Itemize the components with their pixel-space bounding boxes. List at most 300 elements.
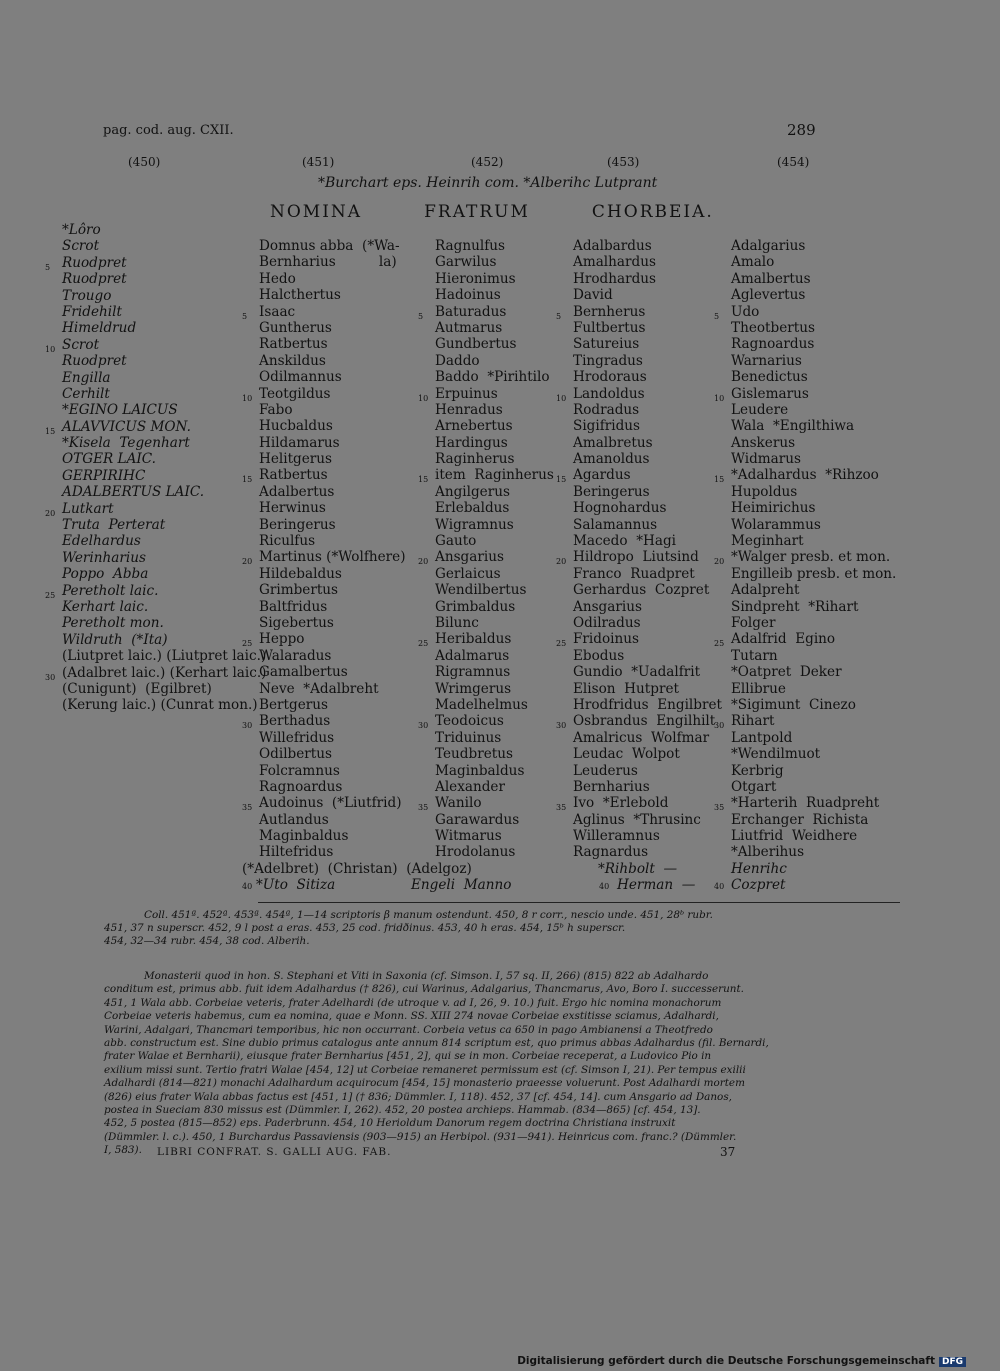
line-number: 20 bbox=[242, 557, 253, 567]
name-entry: Garawardus bbox=[435, 811, 520, 828]
list-item bbox=[731, 336, 896, 352]
name-entry: Henradus bbox=[435, 401, 503, 418]
list-item bbox=[259, 369, 406, 385]
name-entry: *Walger presb. et mon. bbox=[731, 549, 891, 566]
name-entry: Hrodhardus bbox=[573, 270, 657, 287]
name-entry: Truta Perterat bbox=[62, 517, 166, 534]
name-entry: Odilradus bbox=[573, 614, 641, 631]
list-item bbox=[731, 484, 896, 500]
list-item bbox=[242, 713, 406, 731]
name-entry: Rigramnus bbox=[435, 664, 511, 681]
name-entry: Warnarius bbox=[731, 352, 802, 369]
list-item bbox=[435, 254, 554, 270]
name-entry: Fridoinus bbox=[573, 631, 639, 648]
name-entry: Lutkart bbox=[62, 500, 114, 517]
name-entry: Aglevertus bbox=[731, 287, 806, 304]
name-entry: Odilbertus bbox=[259, 746, 332, 763]
line-number: 15 bbox=[45, 426, 56, 436]
list-item bbox=[259, 681, 406, 697]
line-number: 5 bbox=[714, 311, 720, 321]
name-entry: Audoinus (*Liutfrid) bbox=[259, 795, 402, 812]
note-line: Coll. 451ª. 452ª. 453ª. 454ª, 1—14 scriptoris β manum ostendunt. 450, 8 r corr., nescio unde. 451, 28ᵇ rubr. bbox=[144, 909, 713, 921]
column-number-450: (450) bbox=[128, 155, 161, 169]
footer-right: 37 bbox=[720, 1145, 736, 1159]
commentary-line: 452, 5 postea (815—852) eps. Paderbrunn. 454, 10 Herioldum Danorum regem doctrina Christiana instruxit bbox=[104, 1117, 676, 1130]
list-item bbox=[731, 238, 896, 254]
line-number: 35 bbox=[714, 803, 725, 813]
list-item bbox=[435, 435, 554, 451]
line-number: 5 bbox=[418, 311, 424, 321]
list-item bbox=[435, 664, 554, 680]
line-number: 35 bbox=[418, 803, 429, 813]
name-entry: Baddo *Pirihtilo bbox=[435, 369, 550, 386]
name-entry: item Raginherus bbox=[435, 467, 554, 484]
list-item bbox=[731, 615, 896, 631]
list-item bbox=[435, 566, 554, 582]
line-number: 30 bbox=[714, 721, 725, 731]
line-number-40-b: 40 bbox=[599, 882, 610, 891]
commentary-line: frater Walae et Bernharii), eiusque frater Bernharius [451, 2], qui se in mon. Corbeiae receperat, a Ludovico Pio in bbox=[104, 1050, 712, 1063]
name-entry: Poppo Abba bbox=[62, 566, 149, 583]
name-entry: Werinharius bbox=[62, 549, 146, 566]
name-entry: Macedo *Hagi bbox=[573, 533, 677, 550]
name-entry: Adalbardus bbox=[573, 238, 652, 254]
list-item bbox=[731, 402, 896, 418]
name-entry: Engilleib presb. et mon. bbox=[731, 565, 897, 582]
list-item bbox=[259, 697, 406, 713]
list-item bbox=[573, 746, 722, 762]
list-item bbox=[714, 713, 896, 731]
name-entry: Elison Hutpret bbox=[573, 680, 679, 697]
list-item bbox=[259, 451, 406, 467]
names-column-452 bbox=[418, 238, 554, 861]
name-entry: ADALBERTUS LAIC. bbox=[62, 484, 205, 501]
bottom-line-40-a: *Uto Sitiza bbox=[256, 877, 336, 893]
name-entry: Hrodoraus bbox=[573, 369, 647, 386]
name-entry: Wendilbertus bbox=[435, 582, 527, 599]
name-entry: Beringerus bbox=[573, 483, 650, 500]
name-entry: Benedictus bbox=[731, 369, 808, 386]
name-entry: *Sigimunt Cinezo bbox=[731, 696, 856, 713]
list-item bbox=[731, 648, 896, 664]
list-item bbox=[731, 353, 896, 369]
name-entry: Autmarus bbox=[435, 319, 503, 336]
line-number: 5 bbox=[242, 311, 248, 321]
bottom-line-39-far: Henrihc bbox=[731, 861, 787, 877]
name-entry: Erchanger Richista bbox=[731, 811, 869, 828]
name-entry: Tingradus bbox=[573, 352, 643, 369]
name-entry: Erpuinus bbox=[435, 385, 498, 402]
name-entry: Gauto bbox=[435, 533, 477, 550]
list-item bbox=[573, 566, 722, 582]
list-item bbox=[259, 336, 406, 352]
line-number: 30 bbox=[418, 721, 429, 731]
list-item bbox=[45, 336, 266, 354]
list-item bbox=[714, 385, 896, 403]
list-item bbox=[242, 303, 406, 321]
name-entry: Guntherus bbox=[259, 319, 332, 336]
list-item bbox=[573, 238, 722, 254]
name-entry: (Cunigunt) (Egilbret) bbox=[62, 680, 212, 697]
note-line: 454, 32—34 rubr. 454, 38 cod. Alberih. bbox=[104, 935, 310, 948]
line-number: 25 bbox=[418, 639, 429, 649]
name-entry: Osbrandus Engilhilt bbox=[573, 713, 716, 730]
name-entry: Hupoldus bbox=[731, 483, 798, 500]
line-number: 25 bbox=[556, 639, 567, 649]
name-entry: Anskildus bbox=[259, 352, 326, 369]
name-entry: Cerhilt bbox=[62, 385, 110, 402]
name-entry: Sindpreht *Rihart bbox=[731, 598, 859, 615]
names-column-453 bbox=[556, 238, 725, 861]
list-item bbox=[556, 713, 722, 731]
name-entry: (Kerung laic.) (Cunrat mon.) bbox=[62, 697, 258, 714]
name-entry: Odilmannus bbox=[259, 369, 342, 386]
list-item bbox=[62, 632, 266, 648]
name-entry: Ragnoardus bbox=[731, 336, 815, 353]
commentary-line: (826) eius frater Wala abbas factus est [451, 1] († 836; Dümmler. I, 118). 452, 37 [cf. 454, 14]. cum Ansgario ad Danos, bbox=[104, 1090, 732, 1103]
name-entry: (Liutpret laic.) (Liutpret laic.) bbox=[62, 648, 267, 665]
list-item bbox=[259, 238, 406, 254]
list-item bbox=[731, 730, 896, 746]
line-number: 10 bbox=[418, 393, 429, 403]
name-entry: Neve *Adalbreht bbox=[259, 680, 379, 697]
name-entry: *Alberihus bbox=[731, 844, 805, 861]
list-item bbox=[62, 615, 266, 631]
commentary-line: conditum est, primus abb. fuit idem Adalhardus († 826), cui Warinus, Adalgarius, Thancmarus, Avo, Boro I. successerunt. bbox=[104, 983, 744, 996]
names-column-451 bbox=[242, 238, 406, 861]
list-item bbox=[573, 435, 722, 451]
list-item bbox=[435, 582, 554, 598]
name-entry: Amalhardus bbox=[573, 254, 656, 271]
name-entry: Baltfridus bbox=[259, 598, 328, 615]
list-item bbox=[435, 320, 554, 336]
name-entry: David bbox=[573, 287, 613, 304]
dfg-logo: DFG bbox=[939, 1357, 966, 1367]
list-item bbox=[418, 795, 554, 813]
name-entry: *Kisela Tegenhart bbox=[62, 435, 190, 452]
list-item bbox=[573, 369, 722, 385]
list-item bbox=[418, 467, 554, 485]
list-item bbox=[573, 353, 722, 369]
top-names: *Burchart eps. Heinrih com. *Alberihc Lutprant bbox=[318, 175, 658, 191]
list-item bbox=[259, 271, 406, 287]
list-item bbox=[62, 681, 266, 697]
list-item bbox=[62, 435, 266, 451]
name-entry: Anskerus bbox=[731, 434, 796, 451]
list-item bbox=[573, 697, 722, 713]
name-entry: Martinus (*Wolfhere) bbox=[259, 549, 406, 566]
list-item bbox=[62, 517, 266, 533]
name-entry: Heimirichus bbox=[731, 500, 816, 517]
name-entry: *EGINO LAICUS bbox=[62, 402, 178, 419]
list-item bbox=[62, 648, 266, 664]
name-entry: Bernherus bbox=[573, 303, 646, 320]
line-number: 20 bbox=[418, 557, 429, 567]
commentary-line: Adalhardi (814—821) monachi Adalhardum acquirocum [454, 15] monasterio praeesse voluerunt. Post Adalhardi mortem bbox=[104, 1077, 745, 1090]
list-item bbox=[62, 451, 266, 467]
name-entry: Hildropo Liutsind bbox=[573, 549, 699, 566]
name-entry: Fabo bbox=[259, 401, 293, 418]
name-entry: Willeramnus bbox=[573, 828, 660, 845]
list-item bbox=[259, 664, 406, 680]
list-item bbox=[435, 484, 554, 500]
title-word-nomina: NOMINA bbox=[270, 202, 363, 222]
list-item bbox=[259, 320, 406, 336]
list-item bbox=[573, 517, 722, 533]
name-entry: Edelhardus bbox=[62, 533, 141, 550]
name-entry: Ansgarius bbox=[573, 598, 642, 615]
line-number: 35 bbox=[556, 803, 567, 813]
list-item bbox=[435, 599, 554, 615]
name-entry: Gerhardus Cozpret bbox=[573, 582, 710, 599]
name-entry: Widmarus bbox=[731, 451, 802, 468]
name-entry: *Oatpret Deker bbox=[731, 664, 842, 681]
list-item bbox=[435, 353, 554, 369]
list-item bbox=[573, 664, 722, 680]
list-item bbox=[435, 336, 554, 352]
name-entry: Fridehilt bbox=[62, 303, 122, 320]
name-entry: Berthadus bbox=[259, 713, 331, 730]
list-item bbox=[573, 648, 722, 664]
list-item bbox=[418, 631, 554, 649]
name-entry: Heppo bbox=[259, 631, 305, 648]
line-number: 10 bbox=[45, 344, 56, 354]
name-entry: Meginhart bbox=[731, 533, 804, 550]
name-entry: Liutfrid Weidhere bbox=[731, 828, 858, 845]
name-entry: Riculfus bbox=[259, 533, 316, 550]
name-entry: Leudac Wolpot bbox=[573, 746, 680, 763]
list-item bbox=[62, 484, 266, 500]
list-item bbox=[435, 402, 554, 418]
name-entry: Folcramnus bbox=[259, 762, 340, 779]
name-entry: Ratbertus bbox=[259, 336, 328, 353]
line-number: 10 bbox=[242, 393, 253, 403]
line-number: 25 bbox=[45, 590, 56, 600]
title-word-chorbeia: CHORBEIA. bbox=[591, 202, 714, 222]
name-entry: Hedo bbox=[259, 270, 296, 287]
list-item bbox=[418, 713, 554, 731]
list-item bbox=[435, 271, 554, 287]
name-entry: Heribaldus bbox=[435, 631, 512, 648]
name-entry: Amanoldus bbox=[573, 451, 650, 468]
name-entry: Hieronimus bbox=[435, 270, 516, 287]
title-word-fratrum: FRATRUM bbox=[424, 202, 530, 222]
name-entry: Angilgerus bbox=[435, 483, 510, 500]
name-entry: Isaac bbox=[259, 303, 296, 320]
list-item bbox=[62, 353, 266, 369]
list-item bbox=[259, 402, 406, 418]
name-entry: Teotgildus bbox=[259, 385, 331, 402]
line-number: 20 bbox=[556, 557, 567, 567]
name-entry: Adalgarius bbox=[731, 238, 806, 254]
list-item bbox=[573, 828, 722, 844]
name-entry: Engilla bbox=[62, 369, 111, 386]
list-item bbox=[556, 631, 722, 649]
name-entry: Aglinus *Thrusinc bbox=[573, 811, 701, 828]
list-item bbox=[731, 582, 896, 598]
list-item bbox=[62, 697, 266, 713]
list-item bbox=[573, 730, 722, 746]
name-entry: Hadoinus bbox=[435, 287, 501, 304]
line-number: 20 bbox=[45, 508, 56, 518]
line-number-40-c: 40 bbox=[714, 882, 725, 891]
list-item bbox=[242, 631, 406, 649]
list-item bbox=[259, 566, 406, 582]
main-title bbox=[270, 202, 714, 222]
name-entry: Beringerus bbox=[259, 516, 336, 533]
list-item bbox=[573, 681, 722, 697]
list-item bbox=[573, 271, 722, 287]
list-item bbox=[62, 271, 266, 287]
list-item bbox=[573, 582, 722, 598]
list-item bbox=[435, 287, 554, 303]
list-item bbox=[259, 599, 406, 615]
list-item bbox=[731, 664, 896, 680]
note-line: 451, 37 n superscr. 452, 9 l post a eras. 453, 25 cod. fridðinus. 453, 40 h eras. 454, 15ᵇ h superscr. bbox=[104, 922, 626, 935]
list-item bbox=[62, 566, 266, 582]
name-entry: Himeldrud bbox=[62, 320, 137, 337]
name-entry: Ratbertus bbox=[259, 467, 328, 484]
list-item bbox=[259, 533, 406, 549]
list-item bbox=[573, 484, 722, 500]
list-item bbox=[573, 615, 722, 631]
name-entry: Ebodus bbox=[573, 647, 625, 664]
list-item bbox=[62, 222, 266, 238]
page-number: 289 bbox=[787, 121, 816, 139]
name-entry: (Adalbret laic.) (Kerhart laic.) bbox=[62, 664, 267, 681]
line-number: 15 bbox=[556, 475, 567, 485]
name-entry: Wrimgerus bbox=[435, 680, 512, 697]
name-entry: Daddo bbox=[435, 352, 480, 369]
name-entry: Wolarammus bbox=[731, 516, 821, 533]
list-item bbox=[573, 812, 722, 828]
list-item bbox=[62, 468, 266, 484]
name-entry: Wildruth (*Ita) bbox=[62, 631, 168, 648]
list-item bbox=[259, 435, 406, 451]
list-item bbox=[573, 418, 722, 434]
list-item bbox=[62, 370, 266, 386]
list-item bbox=[573, 336, 722, 352]
list-item bbox=[573, 254, 722, 270]
name-entry: Hognohardus bbox=[573, 500, 667, 517]
list-item bbox=[62, 533, 266, 549]
header-left: pag. cod. aug. CXII. bbox=[103, 123, 234, 138]
line-number: 25 bbox=[242, 639, 253, 649]
list-item bbox=[731, 566, 896, 582]
list-item bbox=[259, 812, 406, 828]
list-item bbox=[435, 844, 554, 860]
list-item bbox=[714, 467, 896, 485]
name-entry: Amalbretus bbox=[573, 434, 653, 451]
list-item bbox=[573, 779, 722, 795]
list-item bbox=[573, 402, 722, 418]
list-item bbox=[62, 599, 266, 615]
list-item bbox=[62, 550, 266, 566]
list-item bbox=[62, 320, 266, 336]
name-entry: Ruodpret bbox=[62, 254, 127, 271]
name-entry: Bilunc bbox=[435, 614, 479, 631]
list-item bbox=[435, 746, 554, 762]
line-number: 15 bbox=[418, 475, 429, 485]
list-item bbox=[259, 517, 406, 533]
list-item bbox=[435, 418, 554, 434]
name-entry: Theotbertus bbox=[731, 319, 815, 336]
critical-notes bbox=[104, 909, 894, 949]
list-item bbox=[731, 697, 896, 713]
list-item bbox=[435, 369, 554, 385]
line-number: 5 bbox=[556, 311, 562, 321]
list-item bbox=[731, 828, 896, 844]
name-entry: Salamannus bbox=[573, 516, 658, 533]
list-item bbox=[573, 844, 722, 860]
names-column-454 bbox=[714, 238, 897, 861]
bottom-line-39-left: (*Adelbret) (Christan) (Adelgoz) bbox=[242, 861, 472, 877]
name-entry: OTGER LAIC. bbox=[62, 451, 157, 468]
list-item bbox=[45, 500, 266, 518]
name-entry: Gislemarus bbox=[731, 385, 809, 402]
name-entry: Erlebaldus bbox=[435, 500, 510, 517]
list-item bbox=[259, 730, 406, 746]
list-item bbox=[731, 369, 896, 385]
footer-left: LIBRI CONFRAT. S. GALLI AUG. FAB. bbox=[157, 1146, 392, 1158]
list-item bbox=[435, 451, 554, 467]
list-item bbox=[45, 418, 266, 436]
list-item bbox=[259, 648, 406, 664]
name-entry: Herwinus bbox=[259, 500, 326, 517]
name-entry: Halcthertus bbox=[259, 287, 341, 304]
list-item bbox=[714, 795, 896, 813]
name-entry: Triduinus bbox=[435, 729, 502, 746]
line-number: 15 bbox=[714, 475, 725, 485]
list-item bbox=[435, 697, 554, 713]
name-entry: *Lôro bbox=[62, 222, 101, 238]
name-entry: Tutarn bbox=[731, 647, 778, 664]
list-item bbox=[731, 681, 896, 697]
name-entry: Rihart bbox=[731, 713, 775, 730]
list-item bbox=[259, 763, 406, 779]
name-entry: *Harterih Ruadpreht bbox=[731, 795, 880, 812]
name-entry: Hildebaldus bbox=[259, 565, 342, 582]
name-entry: Garwilus bbox=[435, 254, 497, 271]
list-item bbox=[435, 648, 554, 664]
list-item bbox=[435, 533, 554, 549]
list-item bbox=[731, 599, 896, 615]
name-entry: Ragnardus bbox=[573, 844, 649, 861]
list-item bbox=[731, 320, 896, 336]
name-entry: Amalo bbox=[731, 254, 775, 271]
name-entry: Otgart bbox=[731, 778, 777, 795]
name-entry: Autlandus bbox=[259, 811, 329, 828]
names-column-450 bbox=[45, 222, 267, 714]
list-item bbox=[731, 254, 896, 270]
list-item bbox=[714, 303, 896, 321]
list-item bbox=[435, 615, 554, 631]
name-entry: Bernharius la) bbox=[259, 254, 397, 271]
name-entry: Wigramnus bbox=[435, 516, 514, 533]
line-number: 15 bbox=[242, 475, 253, 485]
list-item bbox=[731, 271, 896, 287]
name-entry: Hrodfridus Engilbret bbox=[573, 696, 722, 713]
name-entry: Landoldus bbox=[573, 385, 645, 402]
line-number: 25 bbox=[714, 639, 725, 649]
list-item bbox=[714, 631, 896, 649]
line-number: 30 bbox=[242, 721, 253, 731]
list-item bbox=[573, 763, 722, 779]
list-item bbox=[259, 500, 406, 516]
commentary bbox=[104, 970, 894, 1158]
list-item bbox=[242, 385, 406, 403]
name-entry: Hildamarus bbox=[259, 434, 340, 451]
